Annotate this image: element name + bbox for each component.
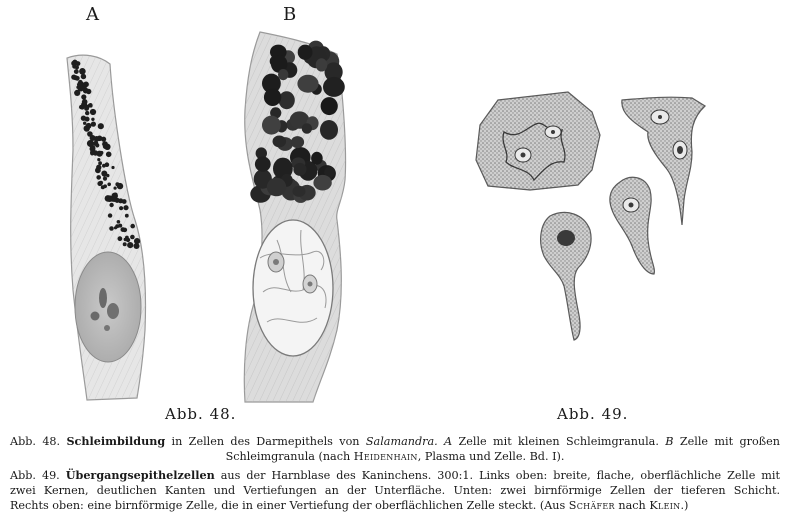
granule: [109, 226, 114, 231]
granule: [85, 111, 89, 115]
granule: [97, 158, 100, 161]
granule: [313, 175, 331, 191]
granule: [107, 183, 111, 187]
granule: [91, 118, 94, 121]
granule: [75, 65, 79, 69]
caption-text: Abb. 48.: [10, 435, 67, 448]
caption-italic-term: B: [665, 435, 674, 448]
granule: [118, 236, 123, 241]
granule: [316, 58, 328, 71]
caption-bold-term: Schleimbildung: [66, 434, 166, 448]
granule: [91, 122, 96, 127]
granule: [79, 68, 86, 75]
granule: [114, 187, 117, 190]
granule: [74, 90, 80, 96]
granule: [101, 185, 105, 189]
granule: [129, 243, 133, 247]
caption-figure-49: [10, 468, 780, 514]
granule: [83, 102, 86, 105]
granule: [122, 199, 127, 204]
granule: [96, 165, 101, 170]
granule: [106, 152, 112, 158]
granule: [298, 45, 313, 60]
granule: [125, 214, 129, 218]
caption-text: Schleimgranula (nach: [225, 450, 354, 464]
granule: [302, 123, 312, 134]
granule: [278, 69, 288, 80]
granule: [130, 224, 135, 229]
granule: [130, 235, 135, 240]
granule: [255, 157, 271, 172]
caption-48-line-1: [10, 434, 780, 449]
granule: [82, 75, 86, 79]
granule: [105, 162, 110, 167]
granule: [320, 120, 338, 140]
granule: [84, 106, 89, 111]
figure-48-illustration: [55, 30, 355, 405]
granule: [115, 224, 119, 228]
granule: [264, 88, 281, 106]
granule: [311, 152, 323, 165]
granule: [279, 91, 295, 109]
panel-label-b: B: [283, 4, 297, 25]
granule: [109, 203, 113, 207]
granule: [106, 174, 109, 177]
granule: [96, 175, 101, 180]
granule: [86, 89, 91, 94]
caption-48-line-2: [10, 449, 780, 464]
granule: [117, 220, 121, 224]
caption-49-line-1: [10, 468, 780, 483]
granule: [81, 94, 86, 99]
granule: [123, 205, 128, 210]
granule: [83, 122, 86, 125]
granule: [112, 197, 117, 202]
granule: [267, 178, 286, 197]
granule: [85, 117, 90, 122]
caption-49-line-3: [10, 498, 780, 513]
granule: [90, 109, 96, 115]
caption-text: Zelle mit kleinen Schleimgranula.: [452, 435, 666, 448]
granule: [86, 123, 92, 129]
caption-text: in Zellen des Darmepithels von: [165, 435, 366, 448]
caption-author: Heidenhain: [353, 450, 418, 464]
granule: [87, 131, 93, 137]
caption-text: , Plasma und Zelle. Bd. I).: [417, 450, 565, 464]
granule: [321, 97, 338, 115]
granule: [99, 181, 103, 185]
granule: [111, 166, 114, 169]
granule: [90, 145, 95, 150]
caption-49-line-2: zwei Kernen, deutlichen Kanten und Vertiefungen an der Unterfläche. Unten: zwei birnförmige Zellen der tieferen Schicht.: [10, 484, 780, 498]
granule: [80, 105, 84, 109]
caption-text: nach: [614, 499, 650, 513]
granule: [134, 243, 140, 249]
granule: [262, 116, 281, 135]
panel-label-a: A: [86, 4, 100, 25]
granule: [108, 213, 112, 217]
granule: [75, 61, 79, 65]
caption-figure-48: [10, 434, 780, 464]
cell-surface-flat: [476, 92, 600, 190]
cell-a: [67, 55, 146, 400]
granule: [123, 242, 127, 246]
granule: [88, 103, 92, 107]
granule: [125, 236, 129, 240]
granule: [103, 177, 107, 181]
granule: [102, 141, 108, 147]
caption-text: Abb. 49.: [10, 469, 66, 482]
granule: [98, 123, 104, 129]
cell-pear-lower: [541, 212, 591, 340]
granule: [291, 136, 304, 148]
granule: [323, 77, 345, 97]
granule: [74, 69, 79, 74]
granule: [98, 161, 102, 165]
granule: [297, 75, 318, 93]
granule: [94, 136, 100, 142]
caption-text: .): [680, 499, 689, 513]
caption-text: aus der Harnblase des Kaninchens. 300:1. Links oben: breite, flache, oberflächliche Zelle mit: [214, 469, 780, 482]
figure-49-label: Abb. 49.: [557, 405, 629, 423]
granule: [117, 183, 123, 189]
granule: [293, 163, 306, 176]
cell-b: [244, 32, 345, 402]
granule: [123, 228, 128, 233]
granule: [93, 150, 98, 155]
cell-pear-middle: [610, 177, 655, 274]
granule: [273, 136, 287, 148]
caption-italic-term: Salamandra. A: [365, 435, 453, 448]
figure-49-illustration: [470, 90, 730, 350]
granule: [293, 186, 306, 197]
granule: [101, 137, 106, 142]
caption-text: Zelle mit großen: [673, 435, 780, 448]
caption-author: Klein: [649, 499, 681, 513]
granule: [75, 76, 80, 81]
caption-author: Schäfer: [568, 499, 615, 513]
granule: [103, 173, 107, 177]
caption-text: Rechts oben: eine birnförmige Zelle, die in einer Vertiefung der oberflächlichen Zelle steckt. (Aus: [10, 499, 569, 513]
caption-bold-term: Übergangsepithelzellen: [65, 468, 215, 482]
figure-48-label: Abb. 48.: [165, 405, 237, 423]
granule: [119, 206, 123, 210]
